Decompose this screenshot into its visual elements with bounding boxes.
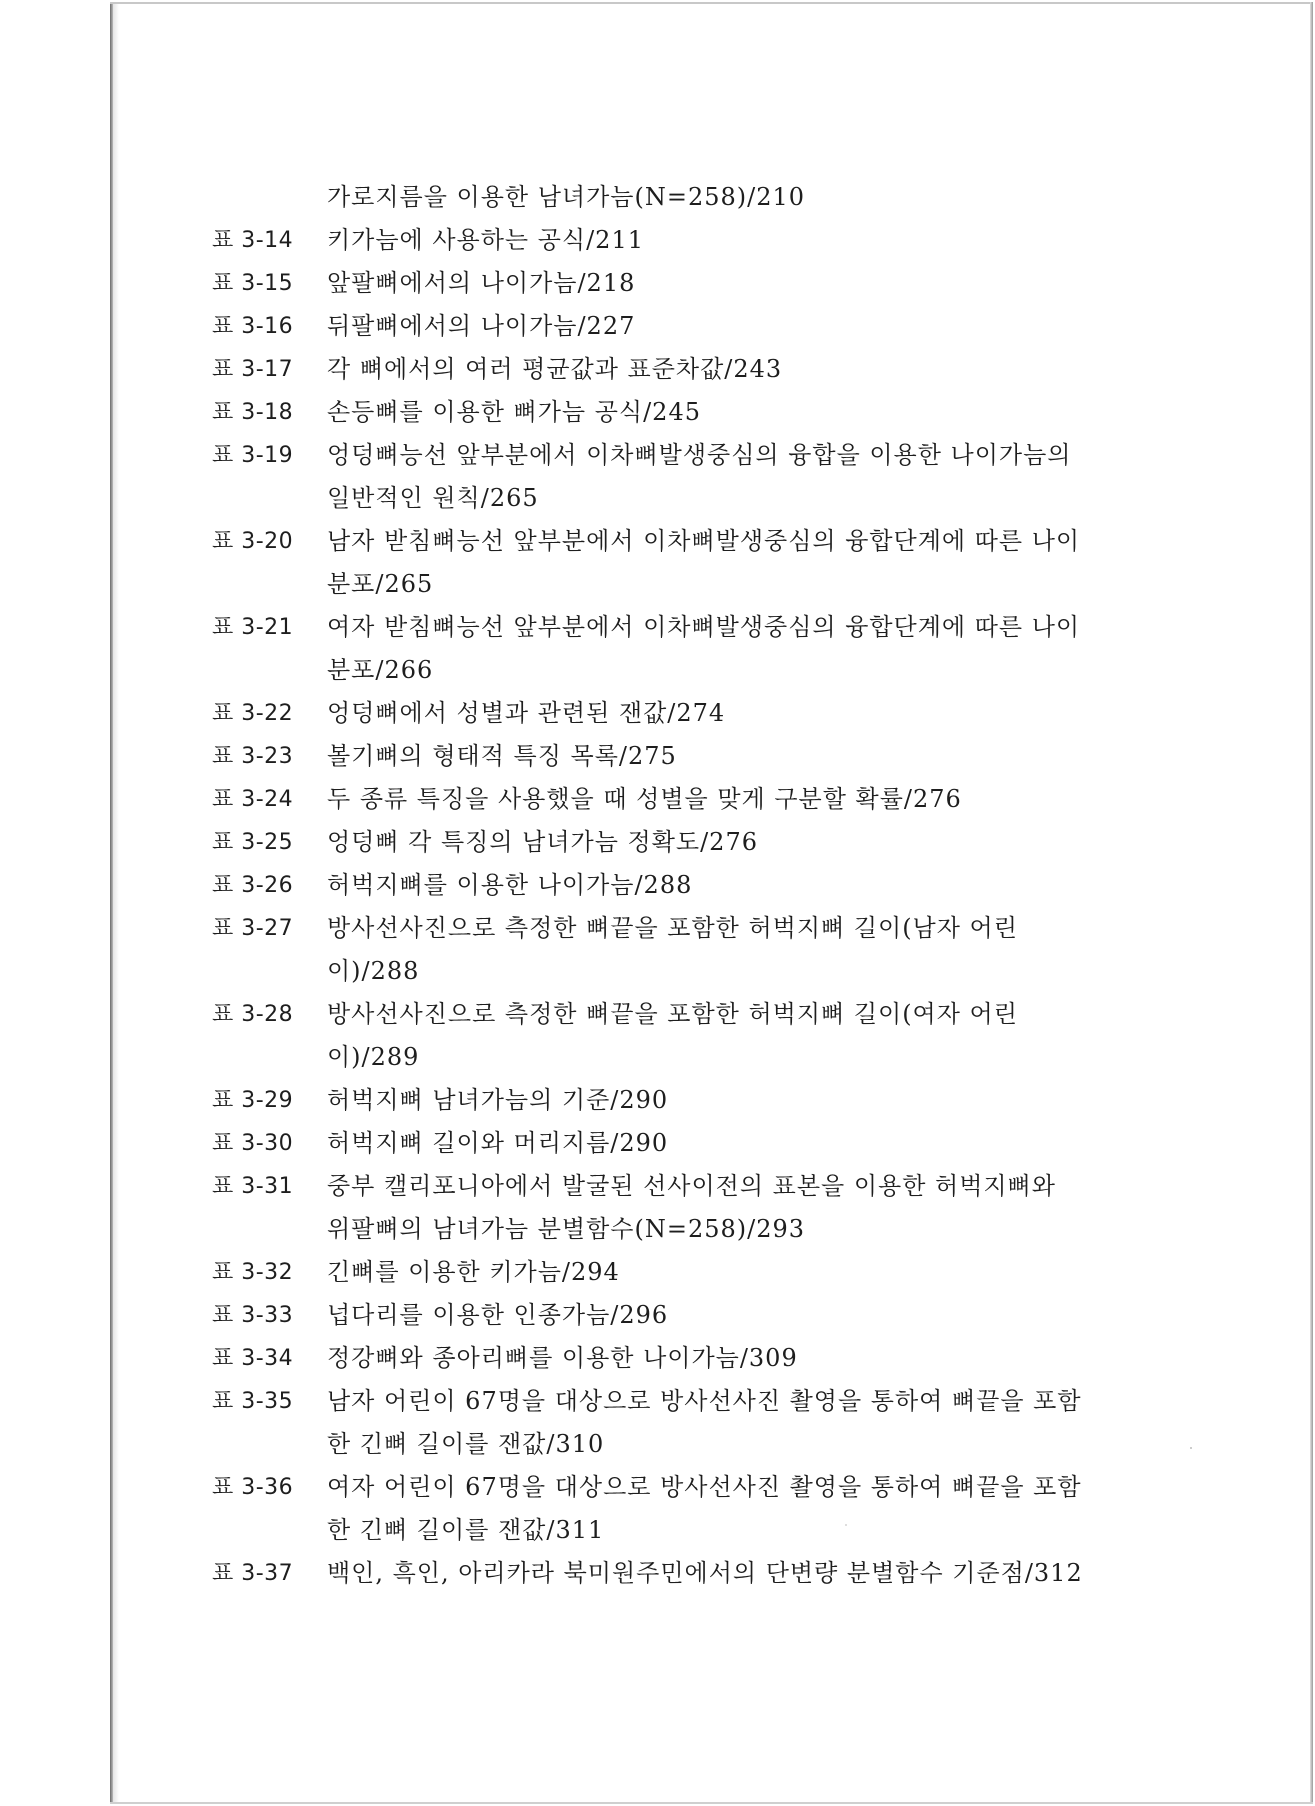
table-number-label: 표 3-26 (212, 873, 294, 898)
table-list-entry (212, 997, 1172, 1075)
continued-entry-line: 가로지름을 이용한 남녀가늠(N=258)/210 (327, 183, 806, 211)
table-number-label: 표 3-15 (212, 271, 294, 296)
table-number-label: 표 3-19 (212, 443, 294, 468)
table-list-entry (212, 1255, 1172, 1290)
table-title (212, 266, 1172, 301)
table-number-label: 표 3-33 (212, 1303, 294, 1328)
table-title-line: 방사선사진으로 측정한 뼈끝을 포함한 허벅지뼈 길이(여자 어린 (327, 1000, 1018, 1028)
table-title (212, 1470, 1172, 1548)
table-title-line: 일반적인 원칙/265 (327, 484, 539, 512)
table-list (212, 180, 1172, 1599)
table-list-entry (212, 1126, 1172, 1161)
table-title (212, 1255, 1172, 1290)
table-title-line: 한 긴뼈 길이를 잰값/311 (327, 1516, 605, 1544)
table-title (212, 997, 1172, 1075)
table-title (212, 696, 1172, 731)
table-list-entry (212, 782, 1172, 817)
page-top-edge (110, 2, 1310, 4)
table-title-line: 볼기뼈의 형태적 특징 목록/275 (327, 742, 677, 770)
table-number-label: 표 3-29 (212, 1088, 294, 1113)
table-title-line: 위팔뼈의 남녀가늠 분별함수(N=258)/293 (327, 1215, 806, 1243)
page-left-shadow (113, 2, 119, 1802)
table-number-label: 표 3-30 (212, 1131, 294, 1156)
table-title (212, 524, 1172, 602)
table-number-label: 표 3-21 (212, 615, 294, 640)
table-number-label: 표 3-25 (212, 830, 294, 855)
table-number-label: 표 3-24 (212, 787, 294, 812)
table-title-line: 이)/288 (327, 957, 420, 985)
table-title-line: 정강뼈와 종아리뼈를 이용한 나이가늠/309 (327, 1344, 798, 1372)
table-title-line: 여자 어린이 67명을 대상으로 방사선사진 촬영을 통하여 뼈끝을 포함 (327, 1473, 1082, 1501)
table-title-line: 허벅지뼈 남녀가늠의 기준/290 (327, 1086, 669, 1114)
table-title-line: 넙다리를 이용한 인종가늠/296 (327, 1301, 669, 1329)
table-list-entry (212, 223, 1172, 258)
table-number-label: 표 3-36 (212, 1475, 294, 1500)
table-title-line: 두 종류 특징을 사용했을 때 성별을 맞게 구분할 확률/276 (327, 785, 962, 813)
table-title-line: 키가늠에 사용하는 공식/211 (327, 226, 644, 254)
table-title (212, 1126, 1172, 1161)
table-list-entry (212, 1083, 1172, 1118)
table-title (212, 1384, 1172, 1462)
table-number-label: 표 3-27 (212, 916, 294, 941)
table-title (212, 782, 1172, 817)
table-title (212, 1556, 1172, 1591)
table-title-line: 손등뼈를 이용한 뼈가늠 공식/245 (327, 398, 701, 426)
table-title-line: 엉덩뼈능선 앞부분에서 이차뼈발생중심의 융합을 이용한 나이가늠의 (327, 441, 1072, 469)
table-title-line: 앞팔뼈에서의 나이가늠/218 (327, 269, 636, 297)
table-list-entry (212, 1169, 1172, 1247)
table-list-entry (212, 524, 1172, 602)
table-list-entry (212, 266, 1172, 301)
table-number-label: 표 3-31 (212, 1174, 294, 1199)
table-title (212, 610, 1172, 688)
table-title-line: 중부 캘리포니아에서 발굴된 선사이전의 표본을 이용한 허벅지뼈와 (327, 1172, 1056, 1200)
table-title (212, 911, 1172, 989)
table-number-label: 표 3-18 (212, 400, 294, 425)
table-number-label: 표 3-28 (212, 1002, 294, 1027)
table-title-line: 남자 어린이 67명을 대상으로 방사선사진 촬영을 통하여 뼈끝을 포함 (327, 1387, 1082, 1415)
table-list-entry (212, 1298, 1172, 1333)
table-number-label: 표 3-34 (212, 1346, 294, 1371)
table-title-line: 엉덩뼈 각 특징의 남녀가늠 정확도/276 (327, 828, 758, 856)
table-list-entry (212, 610, 1172, 688)
table-title-line: 한 긴뼈 길이를 잰값/310 (327, 1430, 605, 1458)
table-number-label: 표 3-20 (212, 529, 294, 554)
table-title (212, 438, 1172, 516)
table-list-entry (212, 911, 1172, 989)
table-list-entry (212, 1384, 1172, 1462)
table-list-entry (212, 868, 1172, 903)
page-bottom-edge (110, 1802, 1313, 1804)
table-list-entry (212, 1341, 1172, 1376)
table-title-line: 긴뼈를 이용한 키가늠/294 (327, 1258, 620, 1286)
table-title (212, 223, 1172, 258)
table-title-line: 여자 받침뼈능선 앞부분에서 이차뼈발생중심의 융합단계에 따른 나이 (327, 613, 1081, 641)
table-title (212, 739, 1172, 774)
table-title-line: 허벅지뼈 길이와 머리지름/290 (327, 1129, 669, 1157)
table-title (212, 1298, 1172, 1333)
table-list-entry (212, 1556, 1172, 1591)
table-title (212, 1341, 1172, 1376)
table-list-entry (212, 309, 1172, 344)
table-number-label: 표 3-14 (212, 228, 294, 253)
table-number-label: 표 3-35 (212, 1389, 294, 1414)
table-list-entry (212, 395, 1172, 430)
table-number-label: 표 3-22 (212, 701, 294, 726)
table-title-line: 허벅지뼈를 이용한 나이가늠/288 (327, 871, 693, 899)
table-title-line: 이)/289 (327, 1043, 420, 1071)
table-title (212, 352, 1172, 387)
table-title (212, 868, 1172, 903)
table-title-line: 방사선사진으로 측정한 뼈끝을 포함한 허벅지뼈 길이(남자 어린 (327, 914, 1018, 942)
table-list-entry (212, 696, 1172, 731)
table-title-line: 뒤팔뼈에서의 나이가늠/227 (327, 312, 636, 340)
table-title-line: 분포/266 (327, 656, 434, 684)
table-title-line: 백인, 흑인, 아리카라 북미원주민에서의 단변량 분별함수 기준점/312 (327, 1559, 1083, 1587)
table-number-label: 표 3-37 (212, 1561, 294, 1586)
table-number-label: 표 3-32 (212, 1260, 294, 1285)
table-title-line: 각 뼈에서의 여러 평균값과 표준차값/243 (327, 355, 783, 383)
table-list-entry (212, 825, 1172, 860)
table-list-entry (212, 352, 1172, 387)
table-number-label: 표 3-17 (212, 357, 294, 382)
table-list-entry (212, 739, 1172, 774)
table-title (212, 1083, 1172, 1118)
page-right-edge (1310, 2, 1313, 1804)
table-title-line: 분포/265 (327, 570, 434, 598)
table-title (212, 395, 1172, 430)
table-title (212, 309, 1172, 344)
table-title-line: 엉덩뼈에서 성별과 관련된 잰값/274 (327, 699, 726, 727)
table-title (212, 1169, 1172, 1247)
table-number-label: 표 3-16 (212, 314, 294, 339)
scan-speck (1190, 1447, 1192, 1449)
table-title-line: 남자 받침뼈능선 앞부분에서 이차뼈발생중심의 융합단계에 따른 나이 (327, 527, 1081, 555)
table-list-entry (212, 1470, 1172, 1548)
table-list-entry (212, 438, 1172, 516)
table-number-label: 표 3-23 (212, 744, 294, 769)
table-title (212, 825, 1172, 860)
